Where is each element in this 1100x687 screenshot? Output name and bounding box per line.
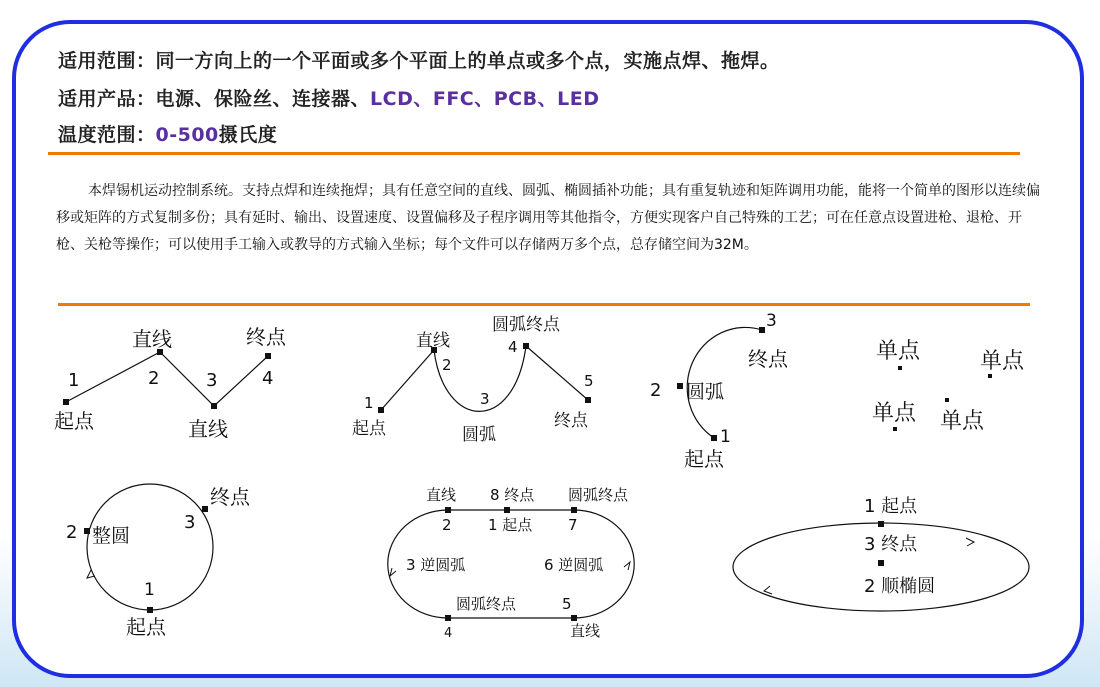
scope-label: 适用范围：: [58, 50, 156, 72]
end-point-marker: [202, 506, 208, 512]
arc-label: 圆弧: [686, 381, 725, 403]
temperature-line: [58, 120, 277, 147]
start-label: 起点: [54, 409, 94, 433]
number-4: 4: [444, 626, 453, 640]
start-point-marker: [147, 607, 153, 613]
number-7: 7: [568, 516, 578, 534]
point-5-marker: [571, 615, 577, 621]
single-point-marker-4: [945, 398, 949, 402]
zigzag-diagram: [48, 310, 288, 460]
arc-label: 圆弧: [462, 425, 496, 445]
point-2-marker: [445, 507, 451, 513]
line-bottom-label: 直线: [188, 417, 228, 441]
divider-top: [48, 152, 1020, 155]
start-label: 起点: [126, 615, 166, 639]
temperature-value: 0-500: [155, 124, 219, 146]
number-4: 4: [262, 368, 274, 389]
products-value-colored: LCD、FFC、PCB、LED: [370, 88, 600, 110]
end-label: 终点: [554, 411, 588, 431]
number-3: 3: [766, 311, 777, 331]
start-point-marker: [711, 435, 717, 441]
end-8-label: 8 终点: [490, 486, 535, 504]
single-point-label-3: 单点: [872, 401, 917, 426]
start-label: 起点: [684, 447, 724, 470]
line-label: 直线: [416, 331, 450, 351]
end-point-marker: [878, 560, 884, 566]
start-point-marker: [878, 521, 884, 527]
number-2: 2: [148, 368, 160, 389]
end-label: 终点: [246, 325, 286, 349]
arc-end-bottom-label: 圆弧终点: [456, 595, 517, 613]
number-4: 4: [508, 338, 518, 356]
point-3-marker: [211, 403, 217, 409]
arc-end-top-label: 圆弧终点: [568, 486, 629, 504]
number-3: 3: [206, 370, 218, 391]
number-2: 2: [66, 522, 78, 543]
single-point-label-2: 单点: [980, 349, 1025, 374]
end-label: 终点: [210, 485, 250, 509]
start-label: 起点: [352, 419, 386, 439]
single-point-marker-3: [893, 427, 897, 431]
number-3: 3: [480, 390, 490, 408]
ellipse-diagram: [728, 478, 1050, 640]
start-point-marker: [378, 407, 384, 413]
number-2: 2: [442, 356, 452, 374]
start-point-marker: [504, 507, 510, 513]
full-circle-label: 整圆: [92, 525, 131, 547]
temperature-unit: 摄氏度: [218, 124, 278, 146]
single-point-marker-1: [898, 366, 902, 370]
number-1: 1: [364, 394, 374, 412]
start-point-marker: [63, 399, 69, 405]
number-1: 1: [68, 370, 80, 391]
number-1: 1: [144, 580, 155, 600]
scope-line: [58, 46, 780, 73]
products-line: [58, 84, 599, 111]
end-label: 终点: [748, 347, 788, 371]
number-5: 5: [562, 595, 572, 613]
cw-ellipse-label: 2 顺椭圆: [864, 576, 936, 597]
start-1-label: 1 起点: [488, 516, 533, 534]
point-4-marker: [523, 343, 529, 349]
products-value: 电源、保险丝、连接器、: [155, 88, 371, 110]
end-point-marker: [265, 353, 271, 359]
single-points-diagram: [858, 310, 1048, 460]
scope-value: 同一方向上的一个平面或多个平面上的单点或多个点，实施点焊、拖焊。: [155, 50, 780, 72]
line-bottom-label: 直线: [570, 622, 601, 640]
start-label: 1 起点: [864, 496, 918, 517]
arc-end-label: 圆弧终点: [492, 315, 560, 335]
number-2: 2: [650, 380, 662, 401]
single-point-label-4: 单点: [940, 409, 985, 434]
ccw-arc-label: 3 逆圆弧: [406, 556, 466, 574]
number-3: 3: [184, 512, 196, 533]
end-point-marker: [759, 327, 765, 333]
line-top-label: 直线: [426, 486, 457, 504]
point-2-marker: [84, 528, 90, 534]
line-arc-diagram: [344, 310, 604, 460]
end-label: 3 终点: [864, 534, 918, 555]
number-5: 5: [584, 372, 594, 390]
end-point-marker: [585, 397, 591, 403]
ccw-arc-right-label: 6 逆圆弧: [544, 556, 604, 574]
single-point-marker-2: [988, 374, 992, 378]
line-top-label: 直线: [132, 327, 172, 351]
products-label: 适用产品：: [58, 88, 156, 110]
point-2-marker: [677, 383, 683, 389]
point-7-marker: [571, 507, 577, 513]
circle-diagram: [58, 470, 278, 640]
track-diagram: [378, 478, 698, 640]
number-1: 1: [720, 427, 731, 447]
divider-bottom: [58, 303, 1030, 306]
description-text: 本焊锡机运动控制系统。支持点焊和连续拖焊；具有任意空间的直线、圆弧、椭圆插补功能；具有重复轨迹和矩阵调用功能，能将一个简单的图形以连续偏移或矩阵的方式复制多份；具有延时、输出、设置速度、设置偏移及子程序调用等其他指令，方便实现客户自己特殊的工艺；可在任意点设置进枪、退枪、开枪、关枪等操作；可以使用手工输入或教导的方式输入坐标；每个文件可以存储两万多个点，总存储空间为32M。: [56, 183, 1040, 253]
point-4-marker: [445, 615, 451, 621]
content-panel: [48, 38, 1050, 640]
single-point-label-1: 单点: [876, 339, 921, 364]
temperature-label: 温度范围：: [58, 124, 156, 146]
number-2: 2: [442, 516, 452, 534]
arc-diagram: [644, 310, 824, 470]
